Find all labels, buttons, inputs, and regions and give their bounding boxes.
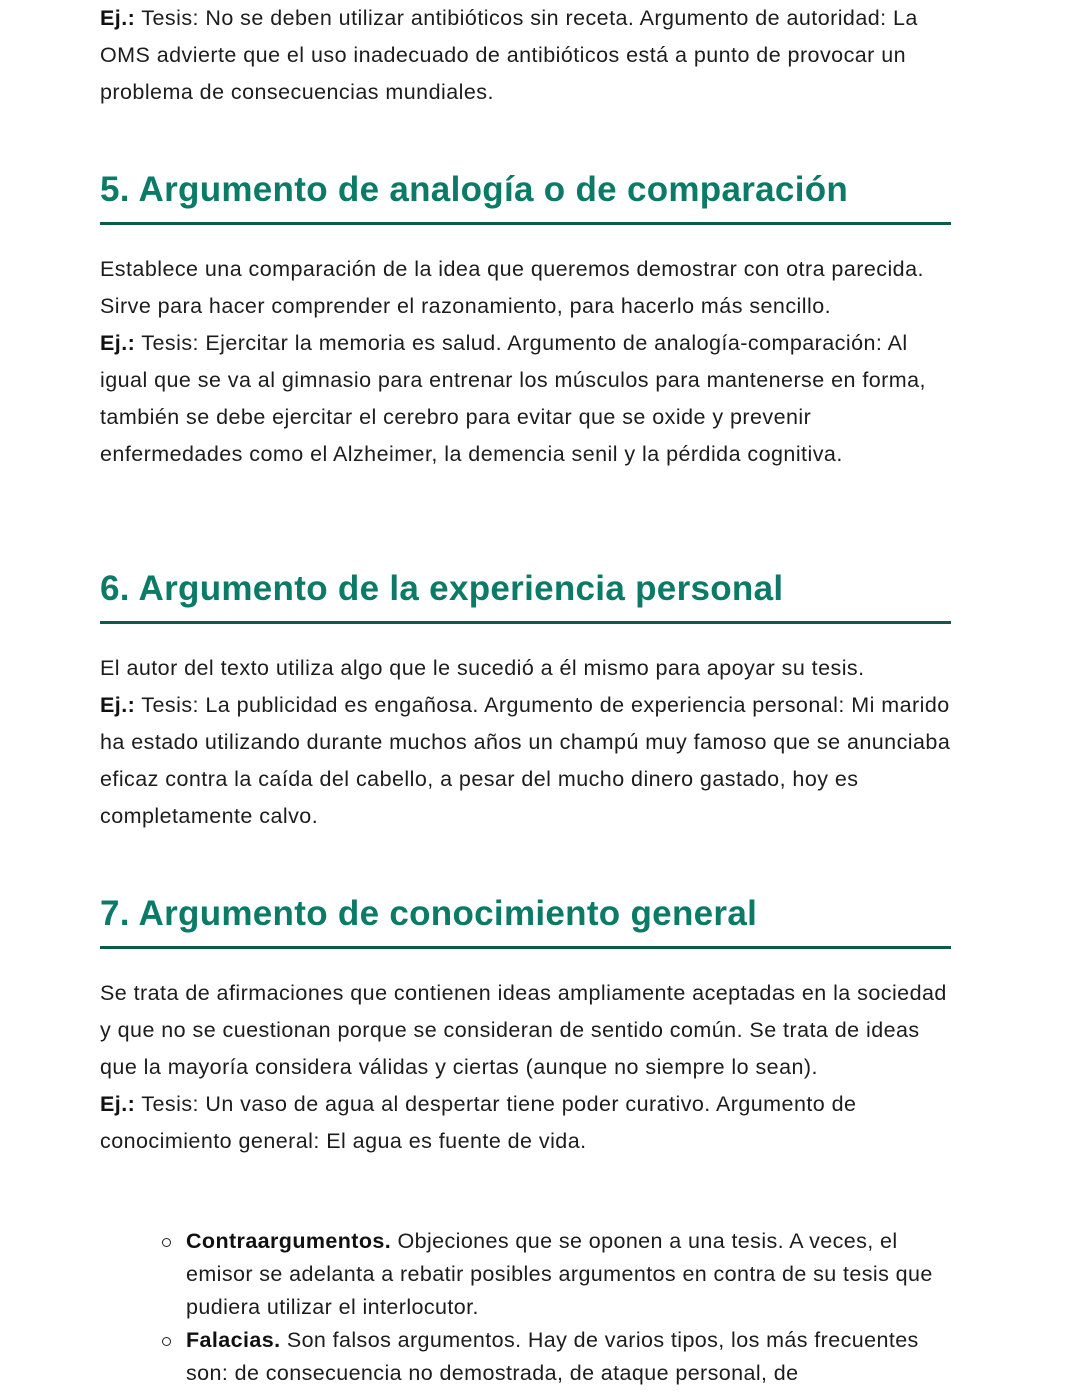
intro-paragraph [100,0,952,111]
circle-bullet-icon [162,1238,171,1247]
section-description: Establece una comparación de la idea que queremos demostrar con otra parecida. Sirve para hacer comprender el razonamiento, para hacerlo más sencillo. [100,257,924,318]
section-title: 7. Argumento de conocimiento general [100,894,758,933]
section-7-body [100,975,952,1160]
list-term: Falacias. [186,1328,281,1352]
section-title: 6. Argumento de la experiencia personal [100,569,784,608]
section-7-heading [100,892,952,936]
example-text: Tesis: La publicidad es engañosa. Argumento de experiencia personal: Mi marido ha estado utilizando durante muchos años un champú muy famoso que se anunciaba eficaz contra la caída del cabello, a pesar del mucho dinero gastado, hoy es completamente calvo. [100,693,951,828]
list-term: Contraargumentos. [186,1229,392,1253]
section-5-heading [100,168,952,212]
section-description: El autor del texto utiliza algo que le sucedió a él mismo para apoyar su tesis. [100,656,865,680]
section-example [100,1086,952,1160]
heading-divider [100,621,951,624]
intro-example [100,0,952,111]
section-6-body [100,650,952,835]
intro-text: Tesis: No se deben utilizar antibióticos sin receta. Argumento de autoridad: La OMS advierte que el uso inadecuado de antibióticos está a punto de provocar un problema de consecuencias mundiales. [100,6,918,104]
ej-label: Ej.: [100,693,136,717]
example-text: Tesis: Un vaso de agua al despertar tiene poder curativo. Argumento de conocimiento general: El agua es fuente de vida. [100,1092,857,1153]
list-item [100,1225,960,1324]
list-text: Objeciones que se oponen a una tesis. A veces, el emisor se adelanta a rebatir posibles argumentos en contra de su tesis que pudiera utilizar el interlocutor. [186,1229,933,1319]
circle-bullet-icon [162,1337,171,1346]
section-example [100,687,952,835]
example-text: Tesis: Ejercitar la memoria es salud. Argumento de analogía-comparación: Al igual que se va al gimnasio para entrenar los músculos para mantenerse en forma, también se debe ejercitar el cerebro para evitar que se oxide y prevenir enfermedades como el Alzheimer, la demencia senil y la pérdida cognitiva. [100,331,926,466]
ej-label: Ej.: [100,6,136,30]
section-description: Se trata de afirmaciones que contienen ideas ampliamente aceptadas en la sociedad y que no se cuestionan porque se consideran de sentido común. Se trata de ideas que la mayoría considera válidas y ciertas (aunque no siempre lo sean). [100,981,947,1079]
ej-label: Ej.: [100,1092,136,1116]
section-5-body [100,251,952,473]
section-6-heading [100,567,952,611]
list-item [100,1324,960,1390]
list-text: Son falsos argumentos. Hay de varios tipos, los más frecuentes son: de consecuencia no demostrada, de ataque personal, de [186,1328,919,1385]
section-example [100,325,952,473]
definitions-list [100,1225,960,1390]
heading-divider [100,222,951,225]
ej-label: Ej.: [100,331,136,355]
section-title: 5. Argumento de analogía o de comparación [100,170,849,209]
heading-divider [100,946,951,949]
